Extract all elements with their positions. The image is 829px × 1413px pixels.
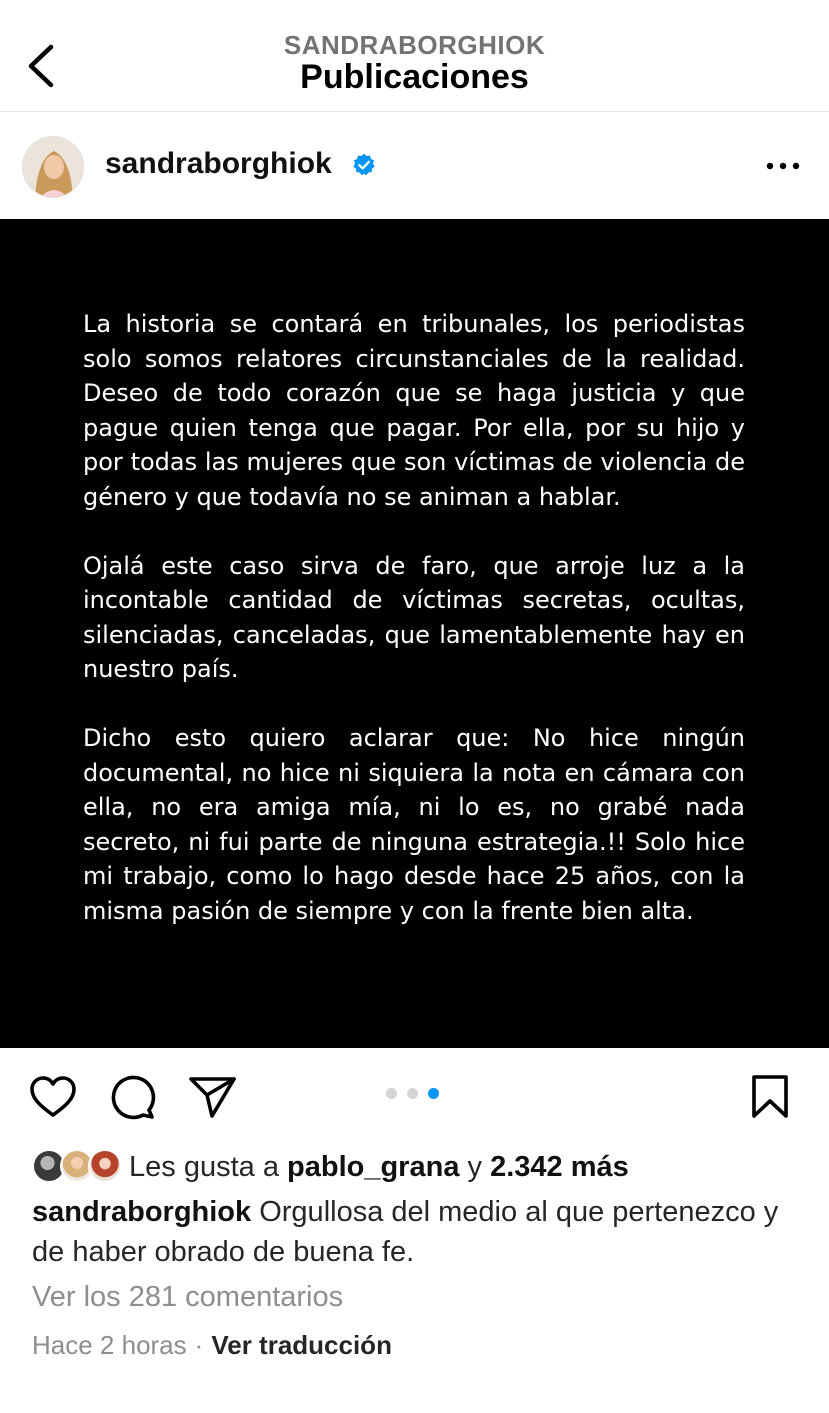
image-paragraph: La historia se contará en tribunales, los periodistas solo somos relatores circunstanciales de la realidad. Deseo de todo corazón que se haga justicia y que pague quien tenga que pagar. Por ella, por su hijo y por todas las mujeres que son víctimas de violencia de género y que todavía no se animan a hablar. (83, 310, 745, 511)
share-icon[interactable] (188, 1075, 238, 1119)
liker-avatars (32, 1148, 122, 1184)
carousel-indicator (386, 1086, 446, 1100)
action-bar (0, 1048, 829, 1144)
bookmark-icon[interactable] (750, 1074, 790, 1120)
avatar[interactable] (22, 136, 84, 198)
translate-link[interactable]: Ver traducción (211, 1330, 392, 1360)
avatar-photo (23, 137, 84, 198)
post-timestamp: Hace 2 horas (32, 1330, 187, 1360)
verified-badge-icon (352, 153, 376, 177)
likes-summary (129, 1151, 629, 1184)
likes-row[interactable] (32, 1148, 812, 1188)
carousel-dot-active (428, 1088, 439, 1099)
top-bar (0, 0, 829, 112)
page-title: Publicaciones (300, 58, 529, 96)
comment-icon[interactable] (108, 1074, 156, 1120)
account-kicker: SANDRABORGHIOK (283, 30, 546, 60)
post-meta (32, 1330, 392, 1361)
post-header (0, 113, 829, 219)
post-username[interactable]: sandraborghiok (105, 147, 332, 180)
likes-joiner: y (467, 1151, 483, 1183)
carousel-dot (407, 1088, 418, 1099)
likes-count[interactable]: 2.342 más (490, 1151, 629, 1183)
post-caption (32, 1192, 802, 1272)
post-image-text (83, 307, 745, 963)
more-options-button[interactable] (763, 149, 803, 183)
meta-separator: · (194, 1330, 204, 1360)
liker-username[interactable]: pablo_grana (287, 1151, 460, 1183)
heart-icon[interactable] (29, 1075, 77, 1119)
more-dots-icon (766, 162, 800, 170)
likes-prefix: Les gusta a (129, 1151, 279, 1183)
image-paragraph: Dicho esto quiero aclarar que: No hice ningún documental, no hice ni siquiera la nota en cámara con ella, no era amiga mía, ni lo es, no grabé nada secreto, ni fui parte de ninguna estrategia.!! Solo hice mi trabajo, como lo hago desde hace 25 años, con la misma pasión de siempre y con la frente bien alta. (83, 724, 745, 925)
view-comments-link[interactable]: Ver los 281 comentarios (32, 1281, 344, 1313)
liker-avatar (88, 1149, 122, 1183)
caption-username[interactable]: sandraborghiok (32, 1196, 252, 1228)
carousel-dot (386, 1088, 397, 1099)
image-paragraph: Ojalá este caso sirva de faro, que arroje luz a la incontable cantidad de víctimas secretas, ocultas, silenciadas, canceladas, que lamentablemente hay en nuestro país. (83, 551, 745, 683)
caption-text: Orgullosa del medio al que pertenezco y de haber obrado de buena fe. (32, 1196, 779, 1268)
post-image[interactable] (0, 219, 829, 1048)
